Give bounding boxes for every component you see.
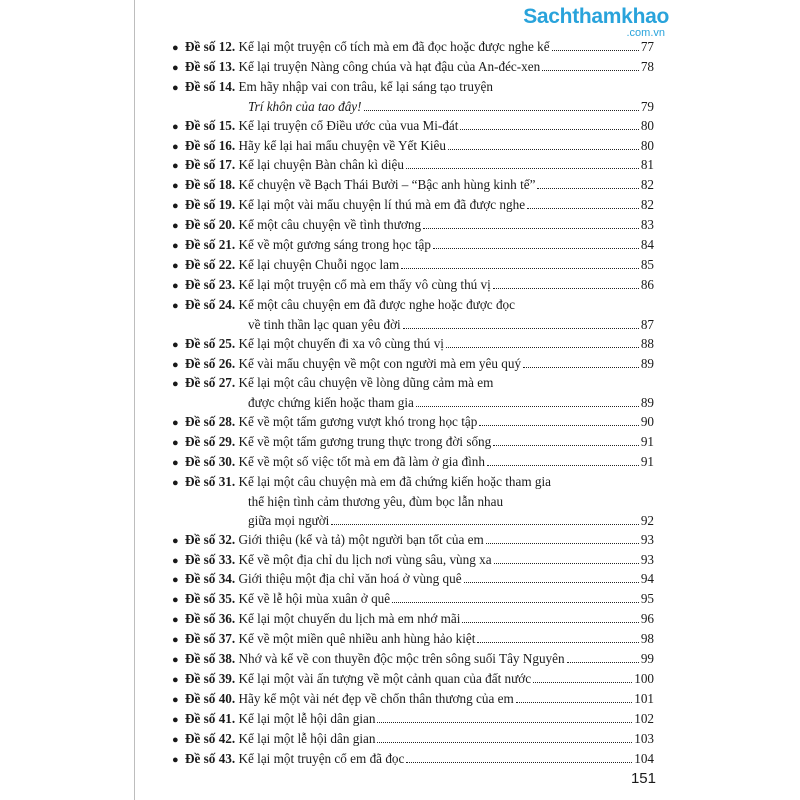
dot-leader xyxy=(516,702,633,703)
toc-entry-line xyxy=(172,374,654,394)
toc-entry xyxy=(172,710,654,730)
toc-entry xyxy=(172,531,654,551)
dot-leader xyxy=(331,524,638,525)
entry-title: Kể về lễ hội mùa xuân ở quê xyxy=(238,591,391,607)
toc-entry-line xyxy=(172,117,654,137)
dot-leader xyxy=(401,268,639,269)
toc-entry-line xyxy=(172,216,654,236)
toc-entry xyxy=(172,296,654,335)
entry-number: Đề số 30. xyxy=(185,454,236,470)
dot-leader xyxy=(462,622,638,623)
toc-entry-line xyxy=(172,551,654,571)
entry-page-number: 99 xyxy=(640,651,654,667)
entry-page-number: 98 xyxy=(640,631,654,647)
dot-leader xyxy=(364,110,639,111)
entry-title: Kể lại một vài mẩu chuyện lí thú mà em đã được nghe xyxy=(238,197,526,213)
dot-leader xyxy=(423,228,639,229)
toc-entry xyxy=(172,38,654,58)
bullet-icon: ● xyxy=(172,299,179,312)
entry-title: Kể lại một lễ hội dân gian xyxy=(238,710,376,726)
entry-page-number: 83 xyxy=(640,217,654,233)
entry-title: Kể về một tấm gương vượt khó trong học tập xyxy=(238,414,478,430)
toc-entry-line xyxy=(172,730,654,750)
entry-title: Kể lại chuyện Bàn chân kì diệu xyxy=(238,157,405,173)
entry-number: Đề số 21. xyxy=(185,237,236,253)
entry-page-number: 78 xyxy=(640,58,654,74)
dot-leader xyxy=(542,70,639,71)
bullet-icon: ● xyxy=(172,338,179,351)
entry-title: Kể chuyện về Bạch Thái Bưởi – “Bậc anh hùng kinh tế” xyxy=(238,177,536,193)
entry-number: Đề số 39. xyxy=(185,671,236,686)
entry-page-number: 77 xyxy=(640,39,654,54)
bullet-icon: ● xyxy=(172,476,179,489)
toc-entry xyxy=(172,355,654,375)
entry-title: Kể về một tấm gương trung thực trong đời sống xyxy=(238,434,492,450)
toc-entry-line xyxy=(172,78,654,98)
entry-page-number: 90 xyxy=(640,414,654,430)
dot-leader xyxy=(460,129,638,130)
toc-entry xyxy=(172,335,654,355)
entry-number: Đề số 31. xyxy=(185,473,236,489)
entry-title: Kể lại một truyện cổ tích mà em đã đọc hoặc được nghe kể xyxy=(238,39,550,54)
entry-title: Kể về một địa chỉ du lịch nơi vùng sâu, vùng xa xyxy=(238,551,492,567)
entry-page-number: 80 xyxy=(640,117,654,133)
entry-page-number: 103 xyxy=(634,730,654,746)
toc-entry-line xyxy=(172,453,654,473)
entry-number: Đề số 41. xyxy=(185,710,236,726)
toc-entry-line xyxy=(172,590,654,610)
toc-entry-line xyxy=(172,750,654,770)
dot-leader xyxy=(448,149,639,150)
toc-entry-line xyxy=(172,570,654,590)
dot-leader xyxy=(552,50,639,51)
toc-entry-continuation xyxy=(172,316,654,335)
entry-number: Đề số 43. xyxy=(185,750,236,766)
toc-entry-line xyxy=(172,433,654,453)
bullet-icon: ● xyxy=(172,713,179,726)
entry-page-number: 80 xyxy=(640,137,654,153)
toc-entry-line xyxy=(172,176,654,196)
toc-entry-continuation xyxy=(172,394,654,413)
dot-leader xyxy=(377,722,632,723)
bullet-icon: ● xyxy=(172,160,179,173)
bullet-icon: ● xyxy=(172,417,179,430)
entry-number: Đề số 42. xyxy=(185,730,236,746)
bullet-icon: ● xyxy=(172,594,179,607)
dot-leader xyxy=(493,445,639,446)
entry-title: Kể về một số việc tốt mà em đã làm ở gia đình xyxy=(238,454,485,470)
entry-page-number: 93 xyxy=(640,531,654,547)
toc-entry-line xyxy=(172,236,654,256)
toc-entry-line xyxy=(172,413,654,433)
dot-leader xyxy=(392,602,639,603)
entry-title: Trí khôn của tao đây! xyxy=(248,98,362,114)
dot-leader xyxy=(527,208,639,209)
entry-page-number: 87 xyxy=(640,316,654,332)
toc-entry-line xyxy=(172,276,654,296)
dot-leader xyxy=(486,543,639,544)
entry-title: Kể một câu chuyện về tình thương xyxy=(238,217,422,233)
toc-entry xyxy=(172,730,654,750)
entry-number: Đề số 38. xyxy=(185,651,236,667)
bullet-icon: ● xyxy=(172,753,179,766)
toc-entry xyxy=(172,473,654,531)
bullet-icon: ● xyxy=(172,437,179,450)
dot-leader xyxy=(416,406,639,407)
toc-entry xyxy=(172,590,654,610)
toc-entry-continuation xyxy=(172,493,654,512)
toc-entry-continuation xyxy=(172,98,654,117)
bullet-icon: ● xyxy=(172,200,179,213)
entry-number: Đề số 14. xyxy=(185,78,236,94)
toc-entry-line xyxy=(172,710,654,730)
watermark-logo xyxy=(489,6,669,39)
toc-entry-line xyxy=(172,335,654,355)
toc-entry xyxy=(172,117,654,137)
bullet-icon: ● xyxy=(172,220,179,233)
toc-entry xyxy=(172,176,654,196)
entry-number: Đề số 35. xyxy=(185,591,236,607)
entry-title: Giới thiệu một địa chỉ văn hoá ở vùng quê xyxy=(238,571,462,587)
dot-leader xyxy=(433,248,639,249)
toc-entry xyxy=(172,551,654,571)
entry-title: Em hãy nhập vai con trâu, kể lại sáng tạo truyện xyxy=(238,78,493,94)
dot-leader xyxy=(487,465,639,466)
entry-page-number: 85 xyxy=(640,256,654,272)
entry-page-number: 96 xyxy=(640,611,654,627)
bullet-icon: ● xyxy=(172,674,179,686)
toc-entry xyxy=(172,570,654,590)
bullet-icon: ● xyxy=(172,180,179,193)
entry-page-number: 104 xyxy=(634,750,654,766)
entry-page-number: 89 xyxy=(640,395,654,411)
entry-title: Kể lại một chuyến du lịch mà em nhớ mãi xyxy=(238,611,461,627)
entry-page-number: 86 xyxy=(640,276,654,292)
bullet-icon: ● xyxy=(172,614,179,627)
toc-entry xyxy=(172,276,654,296)
entry-title: được chứng kiến hoặc tham gia xyxy=(248,395,414,411)
table-of-contents xyxy=(172,38,654,770)
entry-title: Kể lại một câu chuyện về lòng dũng cảm mà em xyxy=(238,375,494,391)
entry-title: thể hiện tình cảm thương yêu, đùm bọc lẫn nhau xyxy=(248,493,504,509)
entry-title: Hãy kể lại hai mẩu chuyện về Yết Kiêu xyxy=(238,137,446,153)
entry-number: Đề số 16. xyxy=(185,137,236,153)
entry-title: Kể lại một lễ hội dân gian xyxy=(238,730,376,746)
toc-entry-line xyxy=(172,137,654,157)
entry-title: Kể một câu chuyện em đã được nghe hoặc được đọc xyxy=(238,296,515,312)
entry-number: Đề số 24. xyxy=(185,296,236,312)
bullet-icon: ● xyxy=(172,259,179,272)
entry-title: Kể vài mẩu chuyện về một con người mà em yêu quý xyxy=(238,355,522,371)
entry-number: Đề số 25. xyxy=(185,335,236,351)
entry-number: Đề số 33. xyxy=(185,551,236,567)
entry-number: Đề số 12. xyxy=(185,39,236,54)
entry-title: Hãy kể một vài nét đẹp về chốn thân thương của em xyxy=(238,690,514,706)
entry-page-number: 79 xyxy=(640,98,654,114)
toc-entry-line xyxy=(172,296,654,316)
bullet-icon: ● xyxy=(172,554,179,567)
entry-title: Kể lại một truyện cổ em đã đọc xyxy=(238,750,405,766)
bullet-icon: ● xyxy=(172,358,179,371)
entry-number: Đề số 40. xyxy=(185,690,236,706)
toc-entry xyxy=(172,58,654,78)
dot-leader xyxy=(477,642,638,643)
toc-entry-line xyxy=(172,38,654,58)
entry-title: Kể lại một vài ấn tượng về một cảnh quan của đất nước xyxy=(238,671,532,686)
entry-number: Đề số 32. xyxy=(185,531,236,547)
bullet-icon: ● xyxy=(172,81,179,94)
entry-page-number: 102 xyxy=(634,710,654,726)
toc-entry xyxy=(172,690,654,710)
toc-entry-continuation xyxy=(172,512,654,531)
toc-entry-line xyxy=(172,156,654,176)
entry-page-number: 100 xyxy=(634,671,654,686)
entry-title: Kể lại một câu chuyện mà em đã chứng kiến hoặc tham gia xyxy=(238,473,552,489)
bullet-icon: ● xyxy=(172,61,179,74)
entry-number: Đề số 37. xyxy=(185,631,236,647)
toc-entry xyxy=(172,216,654,236)
dot-leader xyxy=(479,425,638,426)
entry-page-number: 82 xyxy=(640,197,654,213)
entry-title: Giới thiệu (kể và tả) một người bạn tốt của em xyxy=(238,531,484,547)
entry-number: Đề số 17. xyxy=(185,157,236,173)
entry-page-number: 81 xyxy=(640,157,654,173)
entry-number: Đề số 29. xyxy=(185,434,236,450)
entry-page-number: 89 xyxy=(640,355,654,371)
entry-number: Đề số 23. xyxy=(185,276,236,292)
dot-leader xyxy=(567,662,639,663)
dot-leader xyxy=(494,563,639,564)
entry-number: Đề số 22. xyxy=(185,256,236,272)
toc-entry-line xyxy=(172,355,654,375)
entry-number: Đề số 15. xyxy=(185,117,236,133)
toc-entry-line xyxy=(172,690,654,710)
dot-leader xyxy=(533,682,632,683)
toc-entry xyxy=(172,630,654,650)
toc-entry-line xyxy=(172,473,654,493)
toc-entry-line xyxy=(172,650,654,670)
entry-page-number: 84 xyxy=(640,237,654,253)
entry-title: Kể lại truyện cổ Điều ước của vua Mi-đát xyxy=(238,117,459,133)
entry-number: Đề số 19. xyxy=(185,197,236,213)
entry-title: Kể lại chuyện Chuỗi ngọc lam xyxy=(238,256,400,272)
dot-leader xyxy=(493,288,639,289)
bullet-icon: ● xyxy=(172,140,179,153)
toc-entry-line xyxy=(172,256,654,276)
toc-entry xyxy=(172,156,654,176)
dot-leader xyxy=(377,742,632,743)
dot-leader xyxy=(523,367,639,368)
toc-entry xyxy=(172,196,654,216)
toc-entry-line xyxy=(172,196,654,216)
bullet-icon: ● xyxy=(172,457,179,470)
dot-leader xyxy=(537,188,638,189)
bullet-icon: ● xyxy=(172,574,179,587)
entry-title: giữa mọi người xyxy=(248,512,330,528)
entry-number: Đề số 18. xyxy=(185,177,236,193)
bullet-icon: ● xyxy=(172,42,179,54)
dot-leader xyxy=(464,582,639,583)
dot-leader xyxy=(406,168,639,169)
entry-page-number: 101 xyxy=(634,690,654,706)
toc-entry xyxy=(172,374,654,413)
bullet-icon: ● xyxy=(172,534,179,547)
entry-title: Kể lại một chuyến đi xa vô cùng thú vị xyxy=(238,335,444,351)
bullet-icon: ● xyxy=(172,693,179,706)
toc-entry xyxy=(172,78,654,117)
toc-entry xyxy=(172,256,654,276)
entry-title: Kể về một gương sáng trong học tập xyxy=(238,237,431,253)
bullet-icon: ● xyxy=(172,240,179,253)
entry-number: Đề số 13. xyxy=(185,58,236,74)
entry-number: Đề số 26. xyxy=(185,355,236,371)
toc-entry xyxy=(172,433,654,453)
entry-page-number: 91 xyxy=(640,434,654,450)
entry-page-number: 93 xyxy=(640,551,654,567)
entry-number: Đề số 20. xyxy=(185,217,236,233)
toc-entry xyxy=(172,610,654,630)
watermark-domain: .com.vn xyxy=(626,27,665,39)
entry-number: Đề số 28. xyxy=(185,414,236,430)
page-number: 151 xyxy=(630,770,656,787)
toc-entry xyxy=(172,413,654,433)
bullet-icon: ● xyxy=(172,120,179,133)
bullet-icon: ● xyxy=(172,733,179,746)
toc-entry xyxy=(172,650,654,670)
entry-page-number: 91 xyxy=(640,454,654,470)
entry-title: Nhớ và kể về con thuyền độc mộc trên sông suối Tây Nguyên xyxy=(238,651,565,667)
entry-page-number: 95 xyxy=(640,591,654,607)
entry-title: Kể lại một truyện cổ mà em thấy vô cùng thú vị xyxy=(238,276,491,292)
bullet-icon: ● xyxy=(172,279,179,292)
toc-entry xyxy=(172,750,654,770)
toc-entry-line xyxy=(172,610,654,630)
toc-entry-line xyxy=(172,58,654,78)
entry-page-number: 88 xyxy=(640,335,654,351)
entry-page-number: 94 xyxy=(640,571,654,587)
bullet-icon: ● xyxy=(172,634,179,647)
toc-entry xyxy=(172,453,654,473)
toc-entry xyxy=(172,670,654,690)
entry-title: về tinh thần lạc quan yêu đời xyxy=(248,316,401,332)
entry-title: Kể về một miền quê nhiều anh hùng hảo kiệt xyxy=(238,631,476,647)
toc-entry xyxy=(172,236,654,256)
toc-entry-line xyxy=(172,630,654,650)
entry-number: Đề số 34. xyxy=(185,571,236,587)
entry-page-number: 92 xyxy=(640,512,654,528)
toc-entry-line xyxy=(172,670,654,690)
dot-leader xyxy=(403,328,639,329)
watermark-name: Sachthamkhao xyxy=(523,5,669,28)
entry-page-number: 82 xyxy=(640,177,654,193)
bullet-icon: ● xyxy=(172,378,179,391)
dot-leader xyxy=(406,762,632,763)
bullet-icon: ● xyxy=(172,654,179,667)
entry-number: Đề số 36. xyxy=(185,611,236,627)
toc-entry-line xyxy=(172,531,654,551)
toc-entry xyxy=(172,137,654,157)
entry-number: Đề số 27. xyxy=(185,375,236,391)
entry-title: Kể lại truyện Nàng công chúa và hạt đậu của An-đéc-xen xyxy=(238,58,541,74)
dot-leader xyxy=(446,347,639,348)
